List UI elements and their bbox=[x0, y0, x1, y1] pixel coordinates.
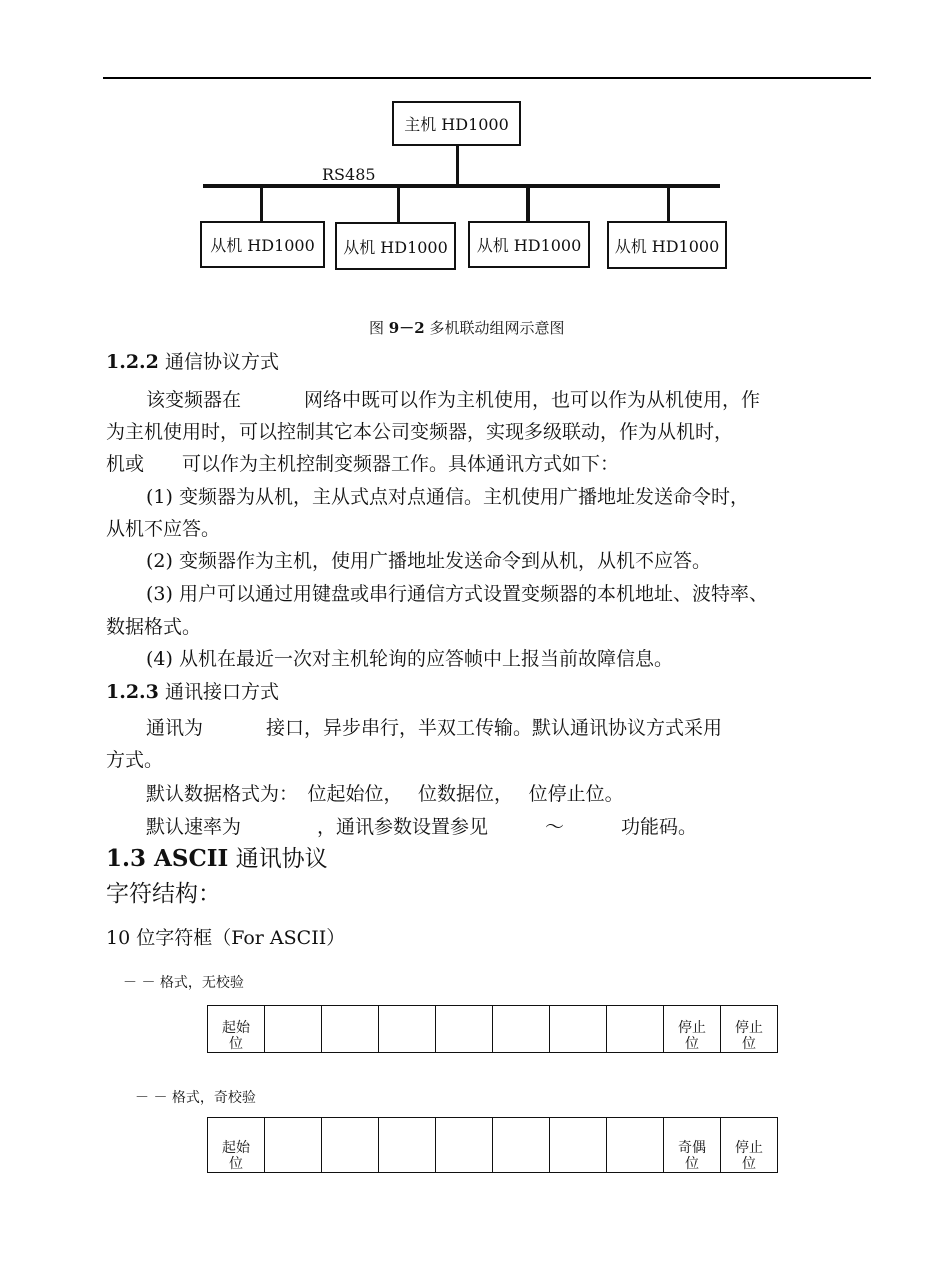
list-item-1-cont: 从机不应答。 bbox=[106, 518, 221, 540]
slave-label: 从机 HD1000 bbox=[210, 236, 315, 255]
frame-cell bbox=[379, 1118, 436, 1173]
header-rule bbox=[103, 77, 871, 79]
master-box bbox=[392, 101, 521, 146]
frame-cell-stop: 停止 位 bbox=[721, 1006, 778, 1053]
paragraph-line: 默认速率为 ，通讯参数设置参见 ～ 功能码。 bbox=[146, 816, 698, 838]
master-drop bbox=[456, 146, 459, 186]
frame2-table bbox=[207, 1117, 778, 1173]
paragraph-line: 方式。 bbox=[106, 749, 164, 771]
frame-row bbox=[208, 1118, 778, 1173]
slave-label: 从机 HD1000 bbox=[476, 236, 582, 255]
list-item-4: (4) 从机在最近一次对主机轮询的应答帧中上报当前故障信息。 bbox=[146, 648, 673, 670]
frame-title: 10 位字符框（For ASCII） bbox=[106, 927, 346, 949]
frame1-table bbox=[207, 1005, 778, 1053]
bus-label: RS485 bbox=[322, 165, 376, 184]
frame-cell bbox=[493, 1006, 550, 1053]
frame-cell bbox=[550, 1006, 607, 1053]
slave-box-4 bbox=[607, 221, 727, 269]
paragraph-line: 机或 可以作为主机控制变频器工作。具体通讯方式如下： bbox=[106, 453, 620, 475]
frame-cell-start: 起始 位 bbox=[208, 1006, 265, 1053]
list-item-3-cont: 数据格式。 bbox=[106, 616, 202, 638]
frame-cell bbox=[436, 1118, 493, 1173]
frame2-label: － － 格式，奇校验 bbox=[135, 1090, 256, 1106]
frame-cell-start: 起始 位 bbox=[208, 1118, 265, 1173]
frame-cell bbox=[379, 1006, 436, 1053]
section-heading-1-2-2: 1.2.2 通信协议方式 bbox=[106, 351, 279, 373]
frame-cell bbox=[436, 1006, 493, 1053]
rs485-bus bbox=[203, 184, 720, 188]
paragraph-line: 默认数据格式为： 位起始位， 位数据位， 位停止位。 bbox=[146, 783, 624, 805]
frame-cell-stop: 停止 位 bbox=[721, 1118, 778, 1173]
paragraph-line: 为主机使用时，可以控制其它本公司变频器，实现多级联动，作为从机时， bbox=[106, 421, 734, 443]
frame-row bbox=[208, 1006, 778, 1053]
frame-cell bbox=[265, 1118, 322, 1173]
slave-drop-3 bbox=[526, 188, 530, 221]
frame-cell bbox=[607, 1118, 664, 1173]
section-heading-1-3: 1.3 ASCII 通讯协议 bbox=[106, 845, 328, 872]
frame-cell-parity: 奇偶 位 bbox=[664, 1118, 721, 1173]
figure-caption: 图 9－2 多机联动组网示意图 bbox=[369, 319, 565, 337]
list-item-1: (1) 变频器为从机，主从式点对点通信。主机使用广播地址发送命令时， bbox=[146, 486, 749, 508]
slave-box-3 bbox=[468, 221, 590, 268]
frame-cell-stop: 停止 位 bbox=[664, 1006, 721, 1053]
paragraph-line: 通讯为 接口，异步串行，半双工传输。默认通讯协议方式采用 bbox=[146, 717, 723, 739]
slave-drop-4 bbox=[667, 188, 670, 221]
list-item-3: (3) 用户可以通过用键盘或串行通信方式设置变频器的本机地址、波特率、 bbox=[146, 583, 768, 605]
slave-box-1 bbox=[200, 221, 325, 268]
section-heading-1-2-3: 1.2.3 通讯接口方式 bbox=[106, 681, 279, 703]
slave-box-2 bbox=[335, 222, 456, 270]
slave-label: 从机 HD1000 bbox=[614, 236, 720, 256]
frame-cell bbox=[322, 1118, 379, 1173]
paragraph-line: 该变频器在 网络中既可以作为主机使用，也可以作为从机使用，作 bbox=[146, 389, 761, 411]
frame-cell bbox=[550, 1118, 607, 1173]
frame-cell bbox=[493, 1118, 550, 1173]
frame1-label: － － 格式，无校验 bbox=[123, 975, 244, 991]
slave-drop-2 bbox=[397, 188, 400, 222]
list-item-2: (2) 变频器作为主机，使用广播地址发送命令到从机，从机不应答。 bbox=[146, 550, 711, 572]
slave-drop-1 bbox=[260, 188, 263, 221]
char-structure-heading: 字符结构： bbox=[106, 881, 221, 907]
frame-cell bbox=[607, 1006, 664, 1053]
master-label: 主机 HD1000 bbox=[404, 115, 509, 134]
frame-cell bbox=[322, 1006, 379, 1053]
frame-cell bbox=[265, 1006, 322, 1053]
slave-label: 从机 HD1000 bbox=[343, 237, 448, 257]
